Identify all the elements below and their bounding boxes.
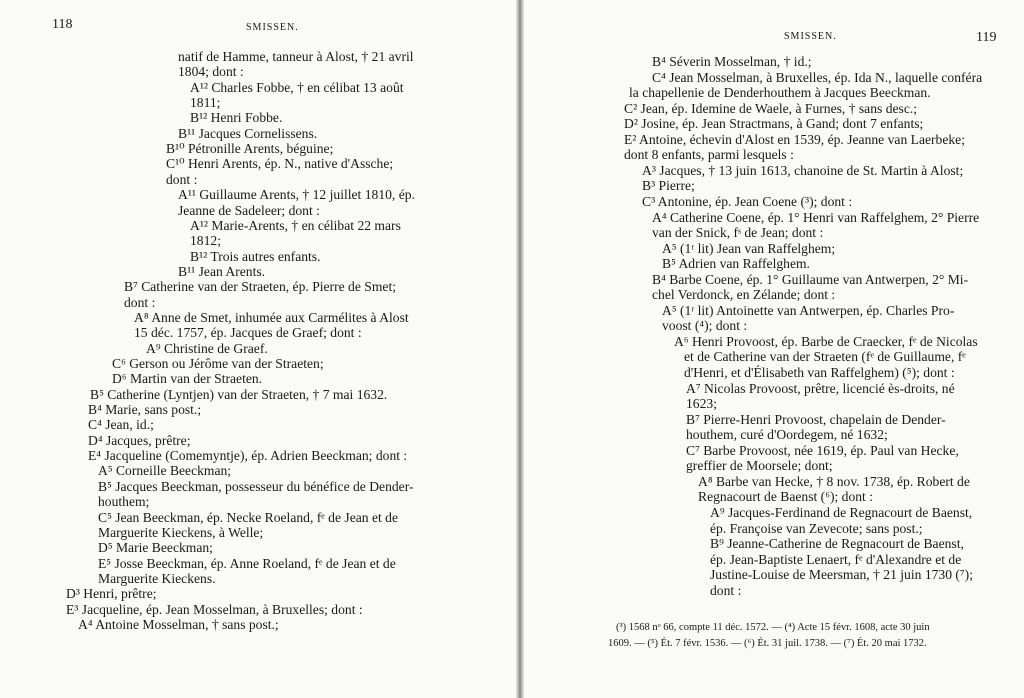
right-line: 1623; xyxy=(686,396,717,412)
right-line: D² Josine, ép. Jean Stractmans, à Gand; dont 7 enfants; xyxy=(624,116,924,132)
left-line: 1811; xyxy=(190,95,221,111)
right-line: C⁷ Barbe Provoost, née 1619, ép. Paul van Hecke, xyxy=(686,442,959,458)
right-line: B⁴ Séverin Mosselman, † id.; xyxy=(652,54,812,69)
right-line: A⁸ Barbe van Hecke, † 8 nov. 1738, ép. Robert de xyxy=(698,473,970,489)
left-line: B¹⁰ Pétronille Arents, béguine; xyxy=(166,141,334,157)
right-line: C² Jean, ép. Idemine de Waele, à Furnes, † sans desc.; xyxy=(624,100,918,116)
right-line: voost (⁴); dont : xyxy=(662,318,748,334)
right-line: E² Antoine, échevin d'Alost en 1539, ép. Jeanne van Laerbeke; xyxy=(624,131,965,147)
right-line: B⁵ Adrien van Raffelghem. xyxy=(662,256,810,272)
left-line: B⁵ Catherine (Lyntjen) van der Straeten, † 7 mai 1632. xyxy=(90,386,388,402)
right-line: A⁵ (1ʳ lit) Antoinette van Antwerpen, ép. Charles Pro- xyxy=(662,302,955,318)
left-line: Marguerite Kieckens. xyxy=(98,570,216,586)
book-gutter xyxy=(516,0,524,698)
left-line: B⁷ Catherine van der Straeten, ép. Pierre de Smet; xyxy=(124,279,396,295)
right-line: ép. Françoise van Zevecote; sans post.; xyxy=(710,520,923,536)
left-line: dont : xyxy=(124,294,156,310)
left-line: D⁶ Martin van der Straeten. xyxy=(112,371,263,387)
left-line: D⁴ Jacques, prêtre; xyxy=(88,432,191,448)
right-line: A³ Jacques, † 13 juin 1613, chanoine de St. Martin à Alost; xyxy=(642,162,964,178)
left-line: A¹² Charles Fobbe, † en célibat 13 août xyxy=(190,79,404,95)
page-number-left: 118 xyxy=(52,17,73,32)
left-line: 1812; xyxy=(190,233,221,249)
right-line: A⁵ (1ʳ lit) Jean van Raffelghem; xyxy=(662,240,836,256)
left-line: E⁵ Josse Beeckman, ép. Anne Roeland, fᵉ de Jean et de xyxy=(98,555,396,571)
right-line: dont 8 enfants, parmi lesquels : xyxy=(624,147,794,163)
right-line: C³ Antonine, ép. Jean Coene (³); dont : xyxy=(642,193,853,209)
right-line: A⁶ Henri Provoost, ép. Barbe de Craecker, fᵉ de Nicolas xyxy=(674,333,978,349)
right-line: C⁴ Jean Mosselman, à Bruxelles, ép. Ida N., laquelle conféra xyxy=(652,69,983,85)
page-number-right: 119 xyxy=(976,30,997,45)
left-line: C⁶ Gerson ou Jérôme van der Straeten; xyxy=(112,356,324,371)
left-line: C⁵ Jean Beeckman, ép. Necke Roeland, fᵉ de Jean et de xyxy=(98,509,398,525)
right-line: et de Catherine van der Straeten (fᵉ de Guillaume, fᵉ xyxy=(684,349,966,365)
left-line: A⁴ Antoine Mosselman, † sans post.; xyxy=(78,616,279,632)
left-line: A⁹ Christine de Graef. xyxy=(146,340,268,356)
footnote-line: 1609. — (⁵) Ét. 7 févr. 1536. — (⁶) Ét. 31 juil. 1738. — (⁷) Ét. 20 mai 1732. xyxy=(608,638,927,649)
right-line: dont : xyxy=(710,582,742,598)
footnotes xyxy=(524,0,1024,698)
left-line: 1804; dont : xyxy=(178,64,244,80)
left-line: A¹¹ Guillaume Arents, † 12 juillet 1810, ép. xyxy=(178,187,415,203)
right-line: greffier de Moorsele; dont; xyxy=(686,458,833,474)
right-line: ép. Jean-Baptiste Lenaert, fᵉ d'Alexandre et de xyxy=(710,551,962,567)
left-line: B¹² Henri Fobbe. xyxy=(190,110,283,126)
left-line: natif de Hamme, tanneur à Alost, † 21 avril xyxy=(178,49,414,64)
left-line: Jeanne de Sadeleer; dont : xyxy=(178,202,320,218)
right-line: B⁹ Jeanne-Catherine de Regnacourt de Baenst, xyxy=(710,536,964,552)
right-line: la chapellenie de Denderhouthem à Jacques Beeckman. xyxy=(629,85,931,101)
right-page xyxy=(524,0,1024,698)
left-line: E⁴ Jacqueline (Comemyntje), ép. Adrien Beeckman; dont : xyxy=(88,448,408,464)
left-line: B¹² Trois autres enfants. xyxy=(190,248,321,264)
left-line: B¹¹ Jean Arents. xyxy=(178,263,266,279)
running-head-left: SMISSEN. xyxy=(246,22,299,33)
right-line: B⁷ Pierre-Henri Provoost, chapelain de Dender- xyxy=(686,411,946,427)
right-line: Justine-Louise de Meersman, † 21 juin 1730 (⁷); xyxy=(710,567,973,583)
footnote-line: (³) 1568 nᵒ 66, compte 11 déc. 1572. — (⁴) Acte 15 févr. 1608, acte 30 juin xyxy=(616,622,930,633)
left-line: E³ Jacqueline, ép. Jean Mosselman, à Bruxelles; dont : xyxy=(66,601,363,617)
right-line: A⁴ Catherine Coene, ép. 1° Henri van Raffelghem, 2° Pierre xyxy=(652,209,980,225)
right-line: B³ Pierre; xyxy=(642,178,695,194)
right-line: B⁴ Barbe Coene, ép. 1° Guillaume van Antwerpen, 2° Mi- xyxy=(652,271,969,287)
right-line: Regnacourt de Baenst (⁶); dont : xyxy=(698,489,873,505)
left-line: D⁵ Marie Beeckman; xyxy=(98,540,213,556)
left-line: A⁵ Corneille Beeckman; xyxy=(98,463,232,479)
right-line: houthem, curé d'Oordegem, né 1632; xyxy=(686,427,888,443)
right-line: A⁹ Jacques-Ferdinand de Regnacourt de Baenst, xyxy=(710,504,973,520)
left-line: B¹¹ Jacques Cornelissens. xyxy=(178,125,318,141)
left-line: B⁴ Marie, sans post.; xyxy=(88,402,202,418)
left-line: houthem; xyxy=(98,494,150,510)
right-line: A⁷ Nicolas Provoost, prêtre, licencié ès-droits, né xyxy=(686,380,955,396)
left-line: 15 déc. 1757, ép. Jacques de Graef; dont : xyxy=(134,325,362,341)
left-line: C⁴ Jean, id.; xyxy=(88,417,154,433)
left-line: dont : xyxy=(166,171,198,187)
running-head-right: SMISSEN. xyxy=(784,31,837,42)
left-line: Marguerite Kieckens, à Welle; xyxy=(98,524,264,540)
left-line: B⁵ Jacques Beeckman, possesseur du bénéfice de Dender- xyxy=(98,478,414,494)
left-line: D³ Henri, prêtre; xyxy=(66,586,157,602)
left-line: C¹⁰ Henri Arents, ép. N., native d'Assche; xyxy=(166,156,394,172)
right-line: chel Verdonck, en Zélande; dont : xyxy=(652,287,836,303)
left-line: A¹² Marie-Arents, † en célibat 22 mars xyxy=(190,217,401,233)
right-line: van der Snick, fˢ de Jean; dont : xyxy=(652,225,824,241)
left-line: A⁸ Anne de Smet, inhumée aux Carmélites à Alost xyxy=(134,309,409,325)
right-line: d'Henri, et d'Élisabeth van Raffelghem) (⁵); dont : xyxy=(684,365,955,380)
